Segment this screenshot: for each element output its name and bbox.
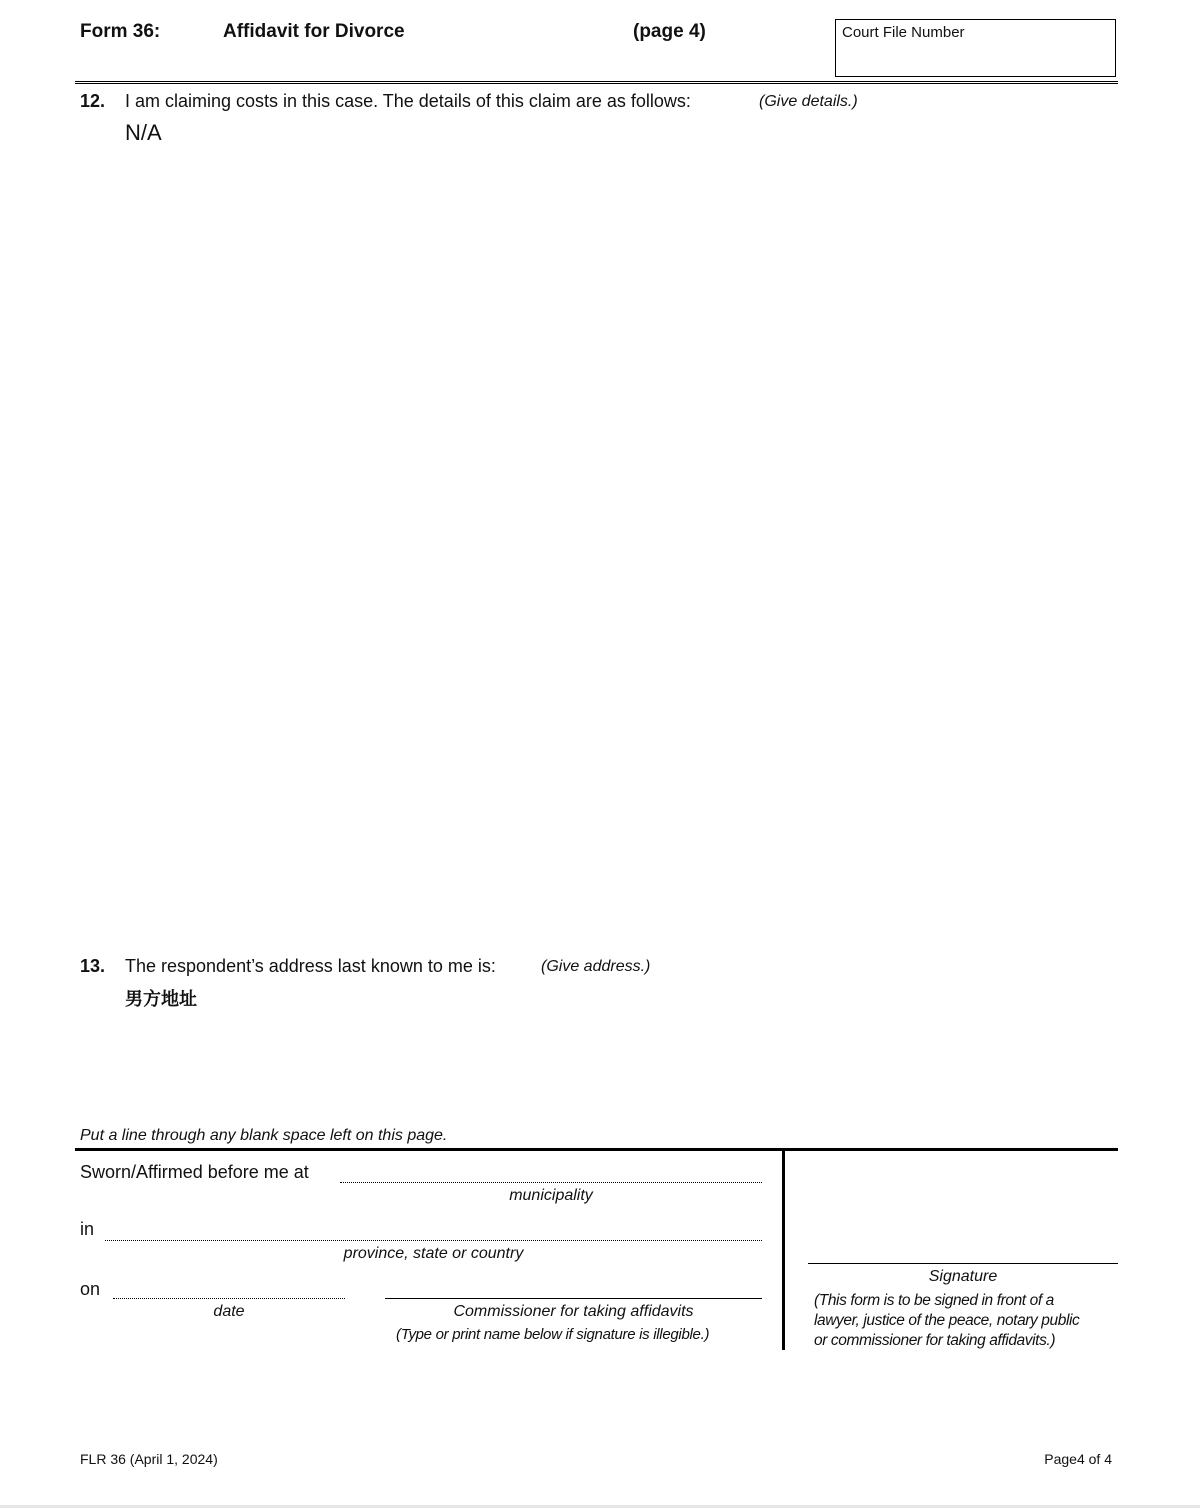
- signature-note-line-1: (This form is to be signed in front of a: [814, 1292, 1054, 1309]
- signature-note-line-2: lawyer, justice of the peace, notary public: [814, 1312, 1080, 1329]
- on-label: on: [80, 1279, 101, 1299]
- form-number: Form 36:: [80, 21, 161, 42]
- q13-text: The respondent’s address last known to me is:: [125, 956, 496, 976]
- date-caption: date: [213, 1303, 245, 1320]
- footer-page-count: Page4 of 4: [1044, 1451, 1112, 1467]
- province-line[interactable]: [105, 1240, 762, 1241]
- q13-number: 13.: [80, 956, 106, 976]
- q13-hint: (Give address.): [541, 958, 651, 975]
- deponent-signature-line[interactable]: [808, 1263, 1118, 1264]
- court-file-number-label: Court File Number: [842, 24, 965, 41]
- q13-answer[interactable]: 男方地址: [125, 989, 197, 1010]
- form-title: Affidavit for Divorce: [223, 21, 405, 42]
- commissioner-signature-line[interactable]: [385, 1298, 762, 1299]
- q12-answer[interactable]: N/A: [125, 120, 162, 145]
- jurat-top-rule: [75, 1148, 1118, 1151]
- commissioner-note: (Type or print name below if signature is illegible.): [396, 1326, 710, 1343]
- signature-note: [814, 1291, 1079, 1351]
- municipality-line[interactable]: [340, 1182, 762, 1183]
- blank-space-note: Put a line through any blank space left on this page.: [80, 1127, 448, 1144]
- q12-number: 12.: [80, 91, 106, 111]
- header-divider: [75, 81, 1118, 82]
- province-caption: province, state or country: [343, 1245, 524, 1262]
- q12-text: I am claiming costs in this case. The details of this claim are as follows:: [125, 91, 691, 111]
- court-file-number-field[interactable]: [835, 19, 1116, 77]
- signature-caption: Signature: [928, 1268, 998, 1285]
- commissioner-caption: Commissioner for taking affidavits: [453, 1303, 694, 1320]
- signature-note-line-3: or commissioner for taking affidavits.): [814, 1332, 1056, 1349]
- date-line[interactable]: [113, 1298, 345, 1299]
- in-label: in: [80, 1219, 95, 1239]
- jurat-column-divider: [782, 1148, 785, 1350]
- sworn-label: Sworn/Affirmed before me at: [80, 1162, 309, 1182]
- header-divider-second: [75, 83, 1118, 84]
- page-label: (page 4): [633, 21, 706, 42]
- footer-form-code: FLR 36 (April 1, 2024): [80, 1451, 218, 1467]
- municipality-caption: municipality: [509, 1187, 593, 1204]
- q12-hint: (Give details.): [759, 93, 858, 110]
